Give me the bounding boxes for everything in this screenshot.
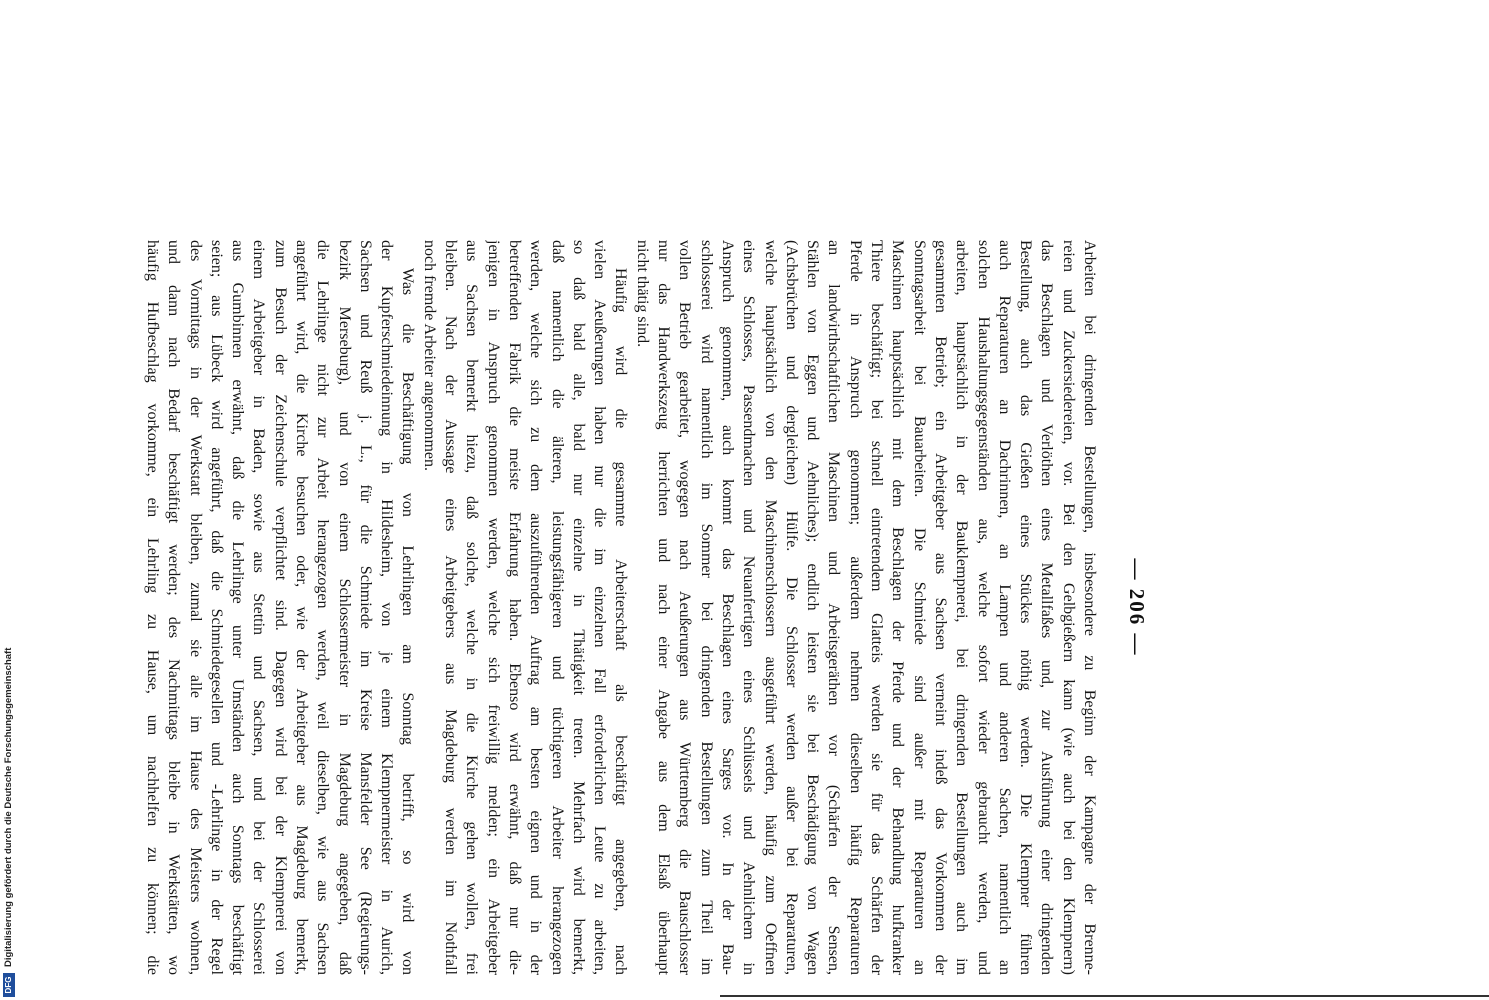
credit-text: Digitalisierung gefördert durch die Deutsche Forschungsgemeinschaft (3, 647, 14, 967)
text-line: Arbeiten bei dringenden Bestellungen, insbesondere zu Beginn der Kampagne der Brenne- (1081, 240, 1098, 975)
text-line: jenigen in Anspruch genommen werden, welche sich freiwillig melden; ein Arbeitgeber (484, 240, 502, 975)
text-line: so daß bald alle, bald nur einzelne in Thätigkeit treten. Mehrfach wird bemerkt, (569, 240, 587, 975)
text-line: nicht thätig sind. (633, 240, 651, 348)
text-line: aus Sachsen bemerkt hiezu, daß solche, welche in die Kirche gehen wollen, frei (463, 240, 481, 975)
text-line: welche hauptsächlich von den Maschinenschlossern ausgeführt werden, häufig zum Oeffnen (761, 240, 779, 975)
text-line: gesammten Betrieb; ein Arbeitgeber aus Sachsen verneint indeß das Vorkommen der (931, 240, 949, 975)
paragraph-start-line: Was die Beschäftigung von Lehrlingen am Sonntag betrifft, so wird von (399, 268, 417, 975)
text-line: häufig Hufbeschlag vorkomme, ein Lehrling zu Hause, um nachhelfen zu können; die (143, 240, 161, 975)
text-line: arbeiten, hauptsächlich in der Bauklempnerei, bei dringenden Bestellungen auch im (953, 240, 971, 975)
text-line: (Achsbrüchen und dergleichen) Hülfe. Die Schlosser werden außer bei Reparaturen, (782, 240, 800, 975)
text-line: vollen Betrieb gearbeitet, wogegen nach Aeußerungen aus Württemberg die Bauschlosser (676, 240, 694, 975)
text-line: vielen Aeußerungen haben nur die im einzelnen Fall erforderlichen Leute zu arbeiten, (591, 240, 609, 975)
text-line: eines Schlosses, Passendmachen und Neuanfertigen eines Schlüssels und Aehnlichem in (740, 240, 758, 975)
text-line: auch Reparaturen an Dachrinnen, an Lampen und anderen Sachen, namentlich an (995, 240, 1013, 975)
text-line: an landwirthschaftlichen Maschinen und Arbeitsgeräthen vor (Schärfen der Sensen, (825, 240, 843, 975)
text-line: schlosserei wird namentlich im Sommer bei dringenden Bestellungen zum Theil im (697, 240, 715, 975)
text-line: Bestellung, auch das Gießen eines Stückes nöthig werden. Die Klempner führen (1017, 240, 1035, 975)
text-line: der Kupferschmiedeinnung in Hildesheim, von je einem Klempnermeister in Aurich, (378, 240, 396, 975)
page-text-block (142, 240, 1149, 975)
text-line: Sonntagsarbeit bei Bauarbeiten. Die Schmiede sind außer mit Reparaturen an (910, 240, 928, 975)
text-line: nur das Handwerkszeug herrichten und nach einer Angabe aus dem Elsaß überhaupt (655, 240, 673, 975)
text-line: bleiben. Nach der Aussage eines Arbeitgebers aus Magdeburg werden im Nothfall (442, 240, 460, 975)
text-line: angeführt wird, die Kirche besuchen oder, wie der Arbeitgeber aus Magdeburg bemerkt, (293, 240, 311, 975)
text-line: daß namentlich die älteren, leistungsfähigeren und tüchtigeren Arbeiter herangezogen (548, 240, 566, 975)
text-line: solchen Haushaltungsgegenständen aus, welche sofort wieder gebraucht werden, und (974, 240, 992, 975)
text-line: Stählen von Eggen und Aehnliches); endlich leisten sie bei Beschädigung von Wagen (804, 240, 822, 975)
text-line: Anspruch genommen, auch kommt das Beschlagen eines Sarges vor. In der Bau- (718, 240, 736, 975)
text-line: die Lehrlinge nicht zur Arbeit herangezogen werden, weil dieselben, wie aus Sachsen (314, 240, 332, 975)
text-line: seien; aus Lübeck wird angeführt, daß die Schmiedegesellen und -Lehrlinge in der Regel (207, 240, 225, 975)
text-line: einem Arbeitgeber in Baden, sowie aus Stettin und Sachsen, und bei der Schlosserei (250, 240, 268, 975)
paragraph-start-line: Häufig wird die gesammte Arbeiterschaft als beschäftigt angegeben, nach (612, 268, 630, 975)
page-number: — 206 — (1125, 558, 1149, 657)
text-line: aus Gumbinnen erwähnt, daß die Lehrlinge unter Umständen auch Sonntags beschäftigt (229, 240, 247, 975)
text-line: noch fremde Arbeiter angenommen. (420, 240, 438, 472)
text-line: reien und Zuckersiedereien, vor. Bei den Gelbgießern kann (wie auch bei den Klempnern) (1059, 240, 1077, 975)
text-line: Maschinen hauptsächlich mit dem Beschlagen der Pferde und der Behandlung hufkranker (889, 240, 907, 975)
digitization-credit (2, 597, 16, 997)
text-line: betreffenden Fabrik die meiste Erfahrung haben. Ebenso wird erwähnt, daß nur die- (505, 240, 523, 975)
text-line: bezirk Merseburg), und von einem Schlossermeister in Magdeburg angegeben, daß (335, 240, 353, 975)
dfg-logo-icon: DFG (3, 973, 15, 997)
text-line: des Vormittags in der Werkstatt bleiben, zumal sie alle im Hause des Meisters wohnen, (186, 240, 204, 975)
text-line: werden, welche sich zu dem auszuführenden Auftrag am besten eignen und in der (527, 240, 545, 975)
page-edge-rule (720, 995, 1489, 997)
text-line: zum Besuch der Zeichenschule verpflichtet sind. Dagegen wird bei der Klempnerei von (271, 240, 289, 975)
text-line: Pferde in Anspruch genommen; außerdem nehmen dieselben häufig Reparaturen (846, 240, 864, 975)
text-line: das Beschlagen und Verlöthen eines Metallfaßes und, zur Ausführung einer dringenden (1038, 240, 1056, 975)
text-line: und dann nach Bedarf beschäftigt werden; des Nachmittags bleibe in Werkstätten, wo (165, 240, 183, 975)
text-line: Sachsen und Reuß j. L., für die Schmiede im Kreise Mansfelder See (Regierungs- (356, 240, 374, 975)
text-line: Thiere beschäftigt; bei schnell eintretendem Glatteis werden sie für das Schärfen der (868, 240, 886, 975)
